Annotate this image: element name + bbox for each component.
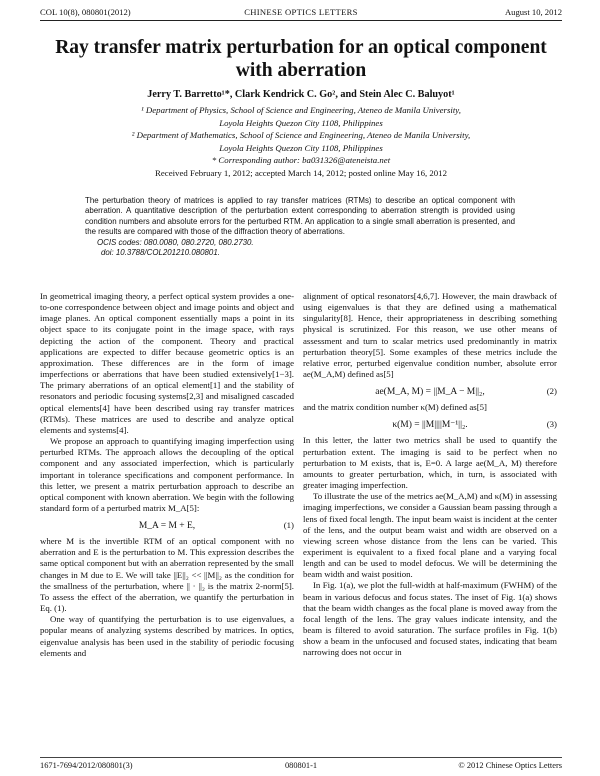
paragraph: In geometrical imaging theory, a perfect optical system provides a one-to-one correspondence between object and image points and object and image planes. An optical component essentially maps a point in its object space to its conjugate point in the image space, with rays depicting the action of the component. Theory and practical applications are expected to differ because geometric optics is an approximation. These differences are in the form of image imperfections or aberrations that have been studied extensively[1−3]. The primary aberrations of an optical element[1] and the stability of resonators and periodic focusing systems[2,3] and misaligned cascaded optical elements[4] have been described using ray transfer matrices (RTMs). These matrices are used to describe and analyze optical elements and systems[4]. [40, 291, 294, 435]
paragraph: In Fig. 1(a), we plot the full-width at half-maximum (FWHM) of the beam in various defocus and focus states. The inset of Fig. 1(a) shows that the beam width changes as the focal plane is moved away from the focal length of the lens. The gray values indicate intensity, and the beam is filtered to avoid saturation. The surface profiles in Fig. 1(b) show a beam in the unfocused and focused states, indicating that beam narrowing does not occur in [303, 580, 557, 658]
paragraph: alignment of optical resonators[4,6,7]. However, the main drawback of using eigenvalues is that they are defined using a mathematical singularity[8]. Hence, their appropriateness in describing something physical is scrutinized. For this reason, we use other means of assessment and turn to scalar metrics used predominantly in matrix perturbation theory[5]. Some examples of these metrics include the relative error, perturbed eigenvalue condition number, absolute error ae(M_A,M) defined as[5] [303, 291, 557, 380]
ocis-codes: OCIS codes: 080.0080, 080.2720, 080.2730. [97, 237, 254, 247]
paragraph: We propose an approach to quantifying imaging imperfection using perturbed RTMs. The approach allows the decoupling of the optical component and any associated imperfection, which is particularly important in tolerance specifications and component performance. In this letter, we present a matrix perturbation approach to describe an optical component with known aberration. We begin with the following standard form of a perturbed matrix M_A[5]: [40, 436, 294, 513]
doi: doi: 10.3788/COL201210.080801. [101, 248, 220, 258]
page-footer [40, 761, 562, 773]
journal-citation: COL 10(8), 080801(2012) [40, 7, 131, 17]
equation-3 [303, 413, 557, 435]
issue-date: August 10, 2012 [504, 7, 562, 17]
corresponding-author: * Corresponding author: ba031326@ateneista.net [211, 155, 391, 166]
abstract [85, 196, 515, 258]
issn: 1671-7694/2012/080801(3) [40, 761, 133, 770]
paragraph: To illustrate the use of the metrics ae(M_A,M) and κ(M) in assessing imaging imperfections, we consider a Gaussian beam passing through a lens of fixed focal length. The input beam waist is incident at the center of the lens, and the output beam waist and width are observed on a viewing screen whose distance from the lens can be varied. This experiment is equivalent to a fixed focal plane and a varying focal length and can be used to model defocus. We will be determining the beam width and waist position. [303, 491, 557, 580]
equation-body: ae(M_A, M) = ||M_A − M||₂, [375, 387, 485, 398]
paragraph: One way of quantifying the perturbation is to use eigenvalues, a popular means of analyzing systems described by matrices. In optics, eigenvalue analysis has been used in the stability of periodic focusing elements and [40, 614, 294, 658]
author-list: Jerry T. Barretto¹*, Clark Kendrick C. Go², and Stein Alec C. Baluyot¹ [147, 89, 455, 100]
affiliation-line: ¹ Department of Physics, School of Science and Engineering, Ateneo de Manila University, [141, 105, 461, 115]
paragraph: and the matrix condition number κ(M) defined as[5] [303, 402, 487, 413]
paragraph: In this letter, the latter two metrics shall be used to quantify the perturbation extent. The imaging is said to be perfect when no perturbation to M exists, that is, E=0. A large ae(M_A, M) therefore amounts to greater perturbation, which, in turn, is associated with greater imaging imperfection. [303, 435, 557, 491]
right-column [303, 291, 557, 659]
header-rule [40, 20, 562, 21]
running-header [40, 7, 562, 21]
paragraph: where M is the invertible RTM of an optical component with no aberration and E is the perturbation to M. This expression describes the same optical component but with an aberration represented by the small changes in M due to E. We will take ||E||₂ << ||M||₂ as the condition for the smallness of the perturbation, where || · ||₂ is the matrix 2-norm[5]. To assess the effect of the aberration, we quantify the perturbation in Eq. (1). [40, 536, 294, 614]
received-dates: Received February 1, 2012; accepted March 14, 2012; posted online May 16, 2012 [155, 168, 447, 178]
abstract-text: The perturbation theory of matrices is applied to ray transfer matrices (RTMs) to describe an optical component with aberration. A quantitative description of the perturbation extent corresponding to aberration strength is provided using condition numbers and absolute errors for the perturbed RTM. An application to a single small aberration is presented, and the results are compared with those of the diffraction theory of aberrations. [85, 196, 515, 237]
affiliation-line: Loyola Heights Quezon City 1108, Philippines [219, 142, 383, 153]
equation-2 [303, 380, 557, 402]
equation-body: M_A = M + E, [138, 521, 196, 532]
left-column [40, 291, 294, 659]
page-number: 080801-1 [284, 761, 318, 770]
footer-rule [40, 757, 562, 758]
equation-1 [40, 514, 294, 536]
affiliations [40, 104, 562, 167]
equation-number: (2) [546, 386, 557, 397]
equation-number: (1) [283, 520, 294, 531]
journal-name: CHINESE OPTICS LETTERS [244, 7, 358, 17]
paper-title: Ray transfer matrix perturbation for an optical component with aberration [55, 37, 547, 81]
equation-number: (3) [546, 419, 557, 430]
affiliation-line: ² Department of Mathematics, School of Science and Engineering, Ateneo de Manila University, [131, 130, 471, 141]
affiliation-line: Loyola Heights Quezon City 1108, Philippines [219, 117, 383, 128]
copyright: © 2012 Chinese Optics Letters [458, 761, 562, 770]
equation-body: κ(M) = ||M||||M⁻¹||₂. [392, 420, 468, 431]
